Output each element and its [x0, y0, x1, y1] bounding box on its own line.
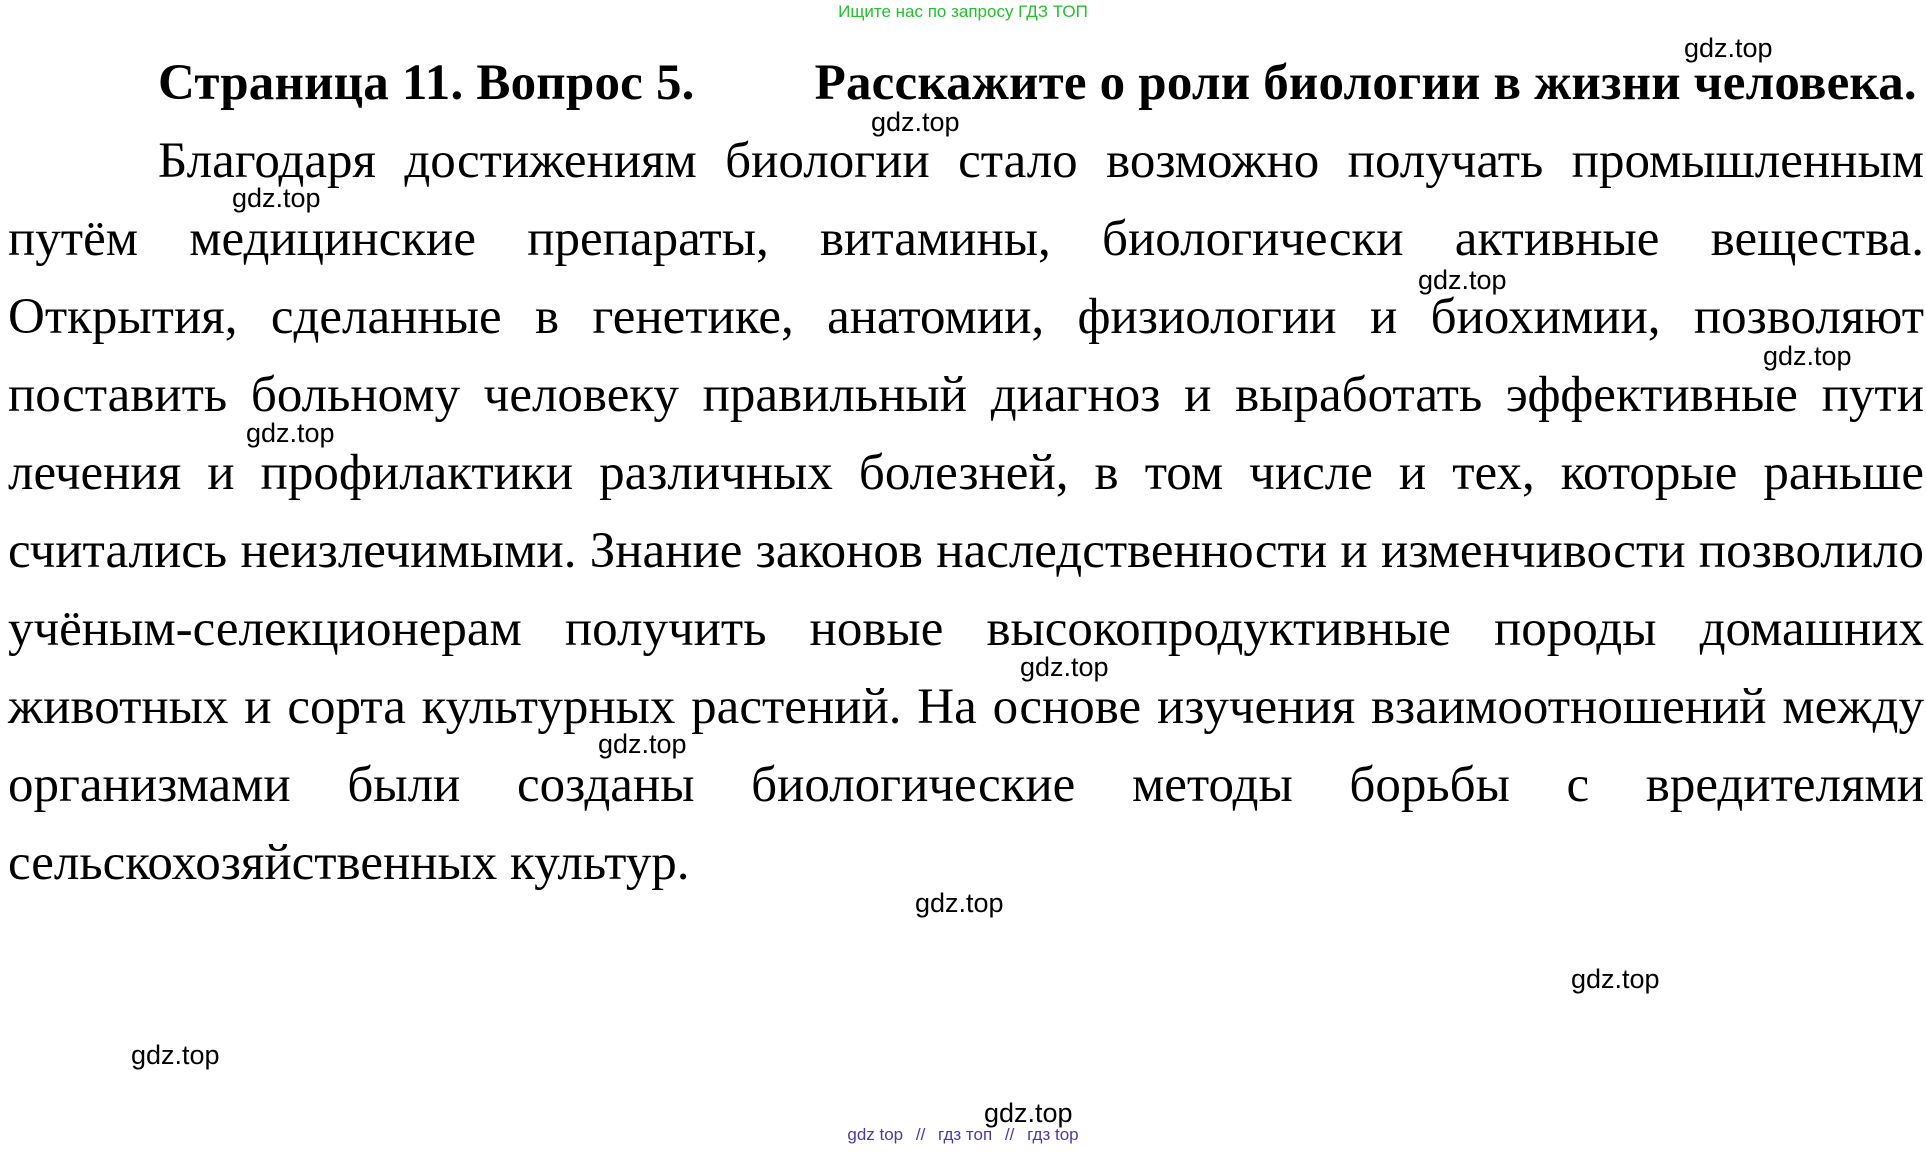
footer-link-gdz-top-ru[interactable]: гдз топ: [938, 1125, 993, 1144]
answer-paragraph: Благодаря достижениям биологии стало возможно получать промышленным путём медицинские препараты, витамины, биологически активные вещества. Открытия, сделанные в генетике, анатомии, физиологии и биохимии, позволяют поставить больному человеку правильный диагноз и выработать эффективные пути лечения и профилактики различных болезней, в том числе и тех, которые раньше считались неизлечимыми. Знание законов наследственности и изменчивости позволило учёным-селекционерам получить новые высокопродуктивные породы домашних животных и сорта культурных растений. На основе изучения взаимоотношений между организмами были созданы биологические методы борьбы с вредителями сельскохозяйственных культур.: [8, 133, 1924, 891]
watermark: gdz.top: [984, 1098, 1073, 1128]
question-text: Расскажите о роли биологии в жизни человека.: [814, 55, 1917, 111]
footer-link-gdz-top[interactable]: gdz top: [847, 1125, 904, 1144]
watermark: gdz.top: [1684, 33, 1773, 63]
watermark: gdz.top: [1020, 652, 1109, 682]
answer-page: [8, 44, 1926, 902]
footer-separator: //: [1004, 1125, 1015, 1144]
watermark: gdz.top: [598, 729, 687, 759]
watermark: gdz.top: [1418, 265, 1507, 295]
question-heading: [8, 44, 1924, 122]
footer-links: [0, 1125, 1926, 1145]
question-number: Страница 11. Вопрос 5.: [158, 55, 695, 111]
watermark: gdz.top: [1571, 964, 1660, 994]
watermark: gdz.top: [131, 1040, 220, 1070]
watermark: gdz.top: [1763, 341, 1852, 371]
watermark: gdz.top: [915, 888, 1004, 918]
watermark: gdz.top: [246, 418, 335, 448]
watermark: gdz.top: [871, 107, 960, 137]
footer-link-gdz-top-mixed[interactable]: гдз top: [1027, 1125, 1079, 1144]
watermark: gdz.top: [232, 183, 321, 213]
footer-separator: //: [915, 1125, 926, 1144]
top-banner[interactable]: Ищите нас по запросу ГДЗ ТОП: [838, 2, 1088, 21]
